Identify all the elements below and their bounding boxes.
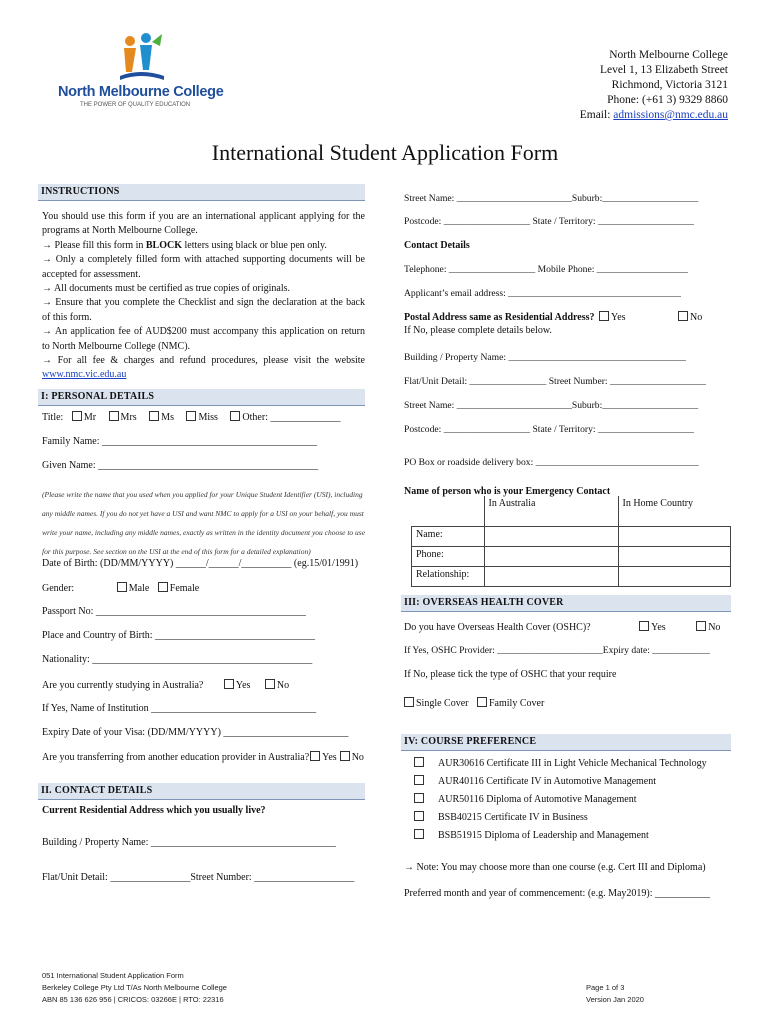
postcode-field[interactable]: Postcode: __________________ State / Territory: ____________________ <box>404 216 694 227</box>
place-country-birth-field[interactable]: Place and Country of Birth: ________________________________ <box>42 630 316 641</box>
postal-if-no-note: If No, please complete details below. <box>404 325 552 336</box>
relationship-row-label: Relationship: <box>412 566 485 586</box>
oshc-tick-type-label: If No, please tick the type of OSHC that your require <box>404 669 617 680</box>
preferred-commencement-field[interactable]: Preferred month and year of commencement: (e.g. May2019): ___________ <box>404 888 711 899</box>
contact-details-label: Contact Details <box>404 240 470 251</box>
address-line2: Level 1, 13 Elizabeth Street <box>599 64 728 76</box>
studying-row <box>42 679 289 691</box>
transferring-question: Are you transferring from another education provider in Australia? <box>42 752 310 763</box>
family-cover-label: Family Cover <box>489 698 545 709</box>
course-label: BSB51915 Diploma of Leadership and Management <box>438 830 649 841</box>
mr-checkbox[interactable] <box>72 411 82 421</box>
instructions-intro: You should use this form if you are an international applicant applying for the programs at North Melbourne College. <box>42 211 365 237</box>
course-label: AUR50116 Diploma of Automotive Management <box>438 794 637 805</box>
course-checkbox[interactable] <box>414 829 424 839</box>
postal-yes-checkbox[interactable] <box>599 311 609 321</box>
course-preference-heading: IV: COURSE PREFERENCE <box>401 734 731 751</box>
female-checkbox[interactable] <box>158 582 168 592</box>
studying-yes-checkbox[interactable] <box>224 679 234 689</box>
address-line3: Richmond, Victoria 3121 <box>611 79 728 91</box>
family-cover-checkbox[interactable] <box>477 697 487 707</box>
oshc-yes-checkbox[interactable] <box>639 621 649 631</box>
name-home-cell[interactable] <box>618 526 731 546</box>
mr-label: Mr <box>83 412 97 423</box>
course-item <box>414 809 707 827</box>
website-link[interactable]: www.nmc.vic.edu.au <box>42 369 127 381</box>
oshc-question: Do you have Overseas Health Cover (OSHC)? <box>404 622 591 633</box>
phone-row-label: Phone: <box>412 546 485 566</box>
usi-note <box>42 485 372 561</box>
mrs-label: Mrs <box>120 412 137 423</box>
miss-checkbox[interactable] <box>186 411 196 421</box>
email-address-field[interactable]: Applicant’s email address: ____________________________________ <box>404 288 681 299</box>
miss-label: Miss <box>198 412 218 423</box>
no-label: No <box>276 680 290 691</box>
title-label: Title: <box>42 412 64 423</box>
postal-flat-unit-field[interactable]: Flat/Unit Detail: ________________ Street Number: ____________________ <box>404 376 706 387</box>
ms-checkbox[interactable] <box>149 411 159 421</box>
course-item <box>414 773 707 791</box>
nationality-field[interactable]: Nationality: ____________________________________________ <box>42 654 313 665</box>
bullet-text: → Please fill this form in <box>42 239 146 251</box>
no-label: No <box>708 622 721 633</box>
footer-company: Berkeley College Pty Ltd T/As North Melbourne College <box>42 983 227 992</box>
telephone-field[interactable]: Telephone: __________________ Mobile Phone: ___________________ <box>404 264 688 275</box>
name-row-label: Name: <box>412 526 485 546</box>
email-label: Email: <box>579 109 614 121</box>
postal-no-checkbox[interactable] <box>678 311 688 321</box>
gender-row <box>42 582 199 594</box>
postal-street-name-field[interactable]: Street Name: ________________________Suburb:____________________ <box>404 400 699 411</box>
course-label: AUR30616 Certificate III in Light Vehicle Mechanical Technology <box>438 758 707 769</box>
footer-left <box>42 970 227 1006</box>
email-link[interactable]: admissions@nmc.edu.au <box>613 109 728 121</box>
course-checkbox[interactable] <box>414 811 424 821</box>
postal-postcode-field[interactable]: Postcode: __________________ State / Territory: ____________________ <box>404 424 694 435</box>
oshc-heading: III: OVERSEAS HEALTH COVER <box>401 595 731 612</box>
no-label: No <box>690 312 703 323</box>
building-name-field[interactable]: Building / Property Name: _____________________________________ <box>42 837 336 848</box>
bullet-text: letters using black or blue pen only. <box>182 239 327 251</box>
usi-note-line3: write your name, including any middle names, exactly as written in the identity document you choose to use <box>42 528 366 537</box>
phone-home-cell[interactable] <box>618 546 731 566</box>
mrs-checkbox[interactable] <box>109 411 119 421</box>
dob-field[interactable]: Date of Birth: (DD/MM/YYYY) ______/______/__________ (eg.15/01/1991) <box>42 558 359 569</box>
page-title: International Student Application Form <box>211 140 559 165</box>
oshc-question-row <box>404 621 734 633</box>
institution-field[interactable]: If Yes, Name of Institution _________________________________ <box>42 703 317 714</box>
name-australia-cell[interactable] <box>484 526 618 546</box>
single-cover-label: Single Cover <box>416 698 469 709</box>
given-name-field[interactable]: Given Name: ____________________________________________ <box>42 460 319 471</box>
single-cover-checkbox[interactable] <box>404 697 414 707</box>
logo <box>58 32 228 112</box>
course-note: → Note: You may choose more than one course (e.g. Cert III and Diploma) <box>404 862 706 873</box>
family-name-field[interactable]: Family Name: ___________________________________________ <box>42 436 317 447</box>
in-australia-header: In Australia <box>484 496 618 526</box>
phone-australia-cell[interactable] <box>484 546 618 566</box>
bullet-emphasis: BLOCK <box>145 239 183 251</box>
college-address <box>580 48 728 123</box>
transferring-no-checkbox[interactable] <box>340 751 350 761</box>
version: Version Jan 2020 <box>586 995 644 1004</box>
in-home-country-header: In Home Country <box>618 496 731 526</box>
course-checkbox[interactable] <box>414 793 424 803</box>
instructions-bullet-checklist: → Ensure that you complete the Checklist and sign the declaration at the back of this form. <box>42 297 365 323</box>
instructions-heading: INSTRUCTIONS <box>38 184 365 201</box>
title-row <box>42 411 340 423</box>
logo-figure-icon <box>116 32 166 82</box>
course-item <box>414 755 707 773</box>
oshc-cover-row <box>404 697 544 709</box>
logo-name: North Melbourne College <box>58 84 224 100</box>
instructions-bullet-fee: → An application fee of AUD$200 must accompany this application on return to North Melbourne College (NMC). <box>42 326 365 352</box>
usi-note-line1: (Please write the name that you used when you applied for your Unique Student Identifier (USI), including <box>42 490 363 499</box>
personal-details-heading: I: PERSONAL DETAILS <box>38 389 365 406</box>
relationship-home-cell[interactable] <box>618 566 731 586</box>
po-box-field[interactable]: PO Box or roadside delivery box: __________________________________ <box>404 457 699 468</box>
oshc-no-checkbox[interactable] <box>696 621 706 631</box>
instructions-bullet-certified: → All documents must be certified as true copies of originals. <box>42 283 290 295</box>
emergency-contact-table <box>411 496 731 587</box>
instructions-bullet-refund: → For all fee & charges and refund procedures, please visit the website <box>42 355 365 367</box>
yes-label: Yes <box>322 752 337 763</box>
yes-label: Yes <box>651 622 666 633</box>
page-number: Page 1 of 3 <box>586 983 625 992</box>
studying-question: Are you currently studying in Australia? <box>42 680 204 691</box>
current-address-label: Current Residential Address which you usually live? <box>42 805 266 816</box>
course-label: BSB40215 Certificate IV in Business <box>438 812 588 823</box>
course-item <box>414 827 707 845</box>
course-checkbox[interactable] <box>414 757 424 767</box>
footer-right <box>586 982 644 1006</box>
other-checkbox[interactable] <box>230 411 240 421</box>
transferring-row <box>42 751 364 763</box>
studying-no-checkbox[interactable] <box>265 679 275 689</box>
address-line4: Phone: (+61 3) 9329 8860 <box>607 94 728 106</box>
usi-note-line4: for this purpose. See section on the USI at the end of this form for a detailed explanation) <box>42 547 311 556</box>
no-label: No <box>351 752 364 763</box>
transferring-yes-checkbox[interactable] <box>310 751 320 761</box>
passport-field[interactable]: Passport No: __________________________________________ <box>42 606 306 617</box>
street-name-field[interactable]: Street Name: ________________________Suburb:____________________ <box>404 193 699 204</box>
address-email-line <box>580 108 728 123</box>
other-title-field[interactable]: Other: ______________ <box>242 412 341 423</box>
footer-form-name: 051 International Student Application Form <box>42 971 184 980</box>
usi-note-line2: any middle names. If you do not yet have a USI and want NMC to apply for a USI on your behalf, you must <box>42 509 364 518</box>
instructions-body <box>42 210 365 383</box>
instructions-bullet-complete: → Only a completely filled form with attached supporting documents will be accepted for assessment. <box>42 254 365 280</box>
contact-details-heading: II. CONTACT DETAILS <box>38 783 365 800</box>
logo-tagline: THE POWER OF QUALITY EDUCATION <box>80 102 191 108</box>
visa-expiry-field[interactable]: Expiry Date of your Visa: (DD/MM/YYYY) _________________________ <box>42 727 349 738</box>
gender-label: Gender: <box>42 583 75 594</box>
flat-unit-field[interactable]: Flat/Unit Detail: ________________Street Number: ____________________ <box>42 872 355 883</box>
course-list <box>414 755 707 845</box>
male-label: Male <box>128 583 150 594</box>
instructions-bullet-block <box>42 239 365 253</box>
course-checkbox[interactable] <box>414 775 424 785</box>
footer-registration: ABN 85 136 626 956 | CRICOS: 03266E | RTO: 22316 <box>42 995 224 1004</box>
yes-label: Yes <box>610 312 626 323</box>
postal-building-field[interactable]: Building / Property Name: _____________________________________ <box>404 352 686 363</box>
oshc-provider-field[interactable]: If Yes, OSHC Provider: ______________________Expiry date: ____________ <box>404 645 710 656</box>
postal-same-question: Postal Address same as Residential Address? <box>404 312 595 323</box>
male-checkbox[interactable] <box>117 582 127 592</box>
course-label: AUR40116 Certificate IV in Automotive Management <box>438 776 657 787</box>
emergency-contact-heading: Name of person who is your Emergency Contact <box>404 486 611 497</box>
address-line1: North Melbourne College <box>609 49 728 61</box>
postal-same-row <box>404 311 734 323</box>
emergency-header-blank <box>412 496 485 526</box>
relationship-australia-cell[interactable] <box>484 566 618 586</box>
yes-label: Yes <box>235 680 251 691</box>
ms-label: Ms <box>161 412 174 423</box>
female-label: Female <box>169 583 200 594</box>
course-item <box>414 791 707 809</box>
